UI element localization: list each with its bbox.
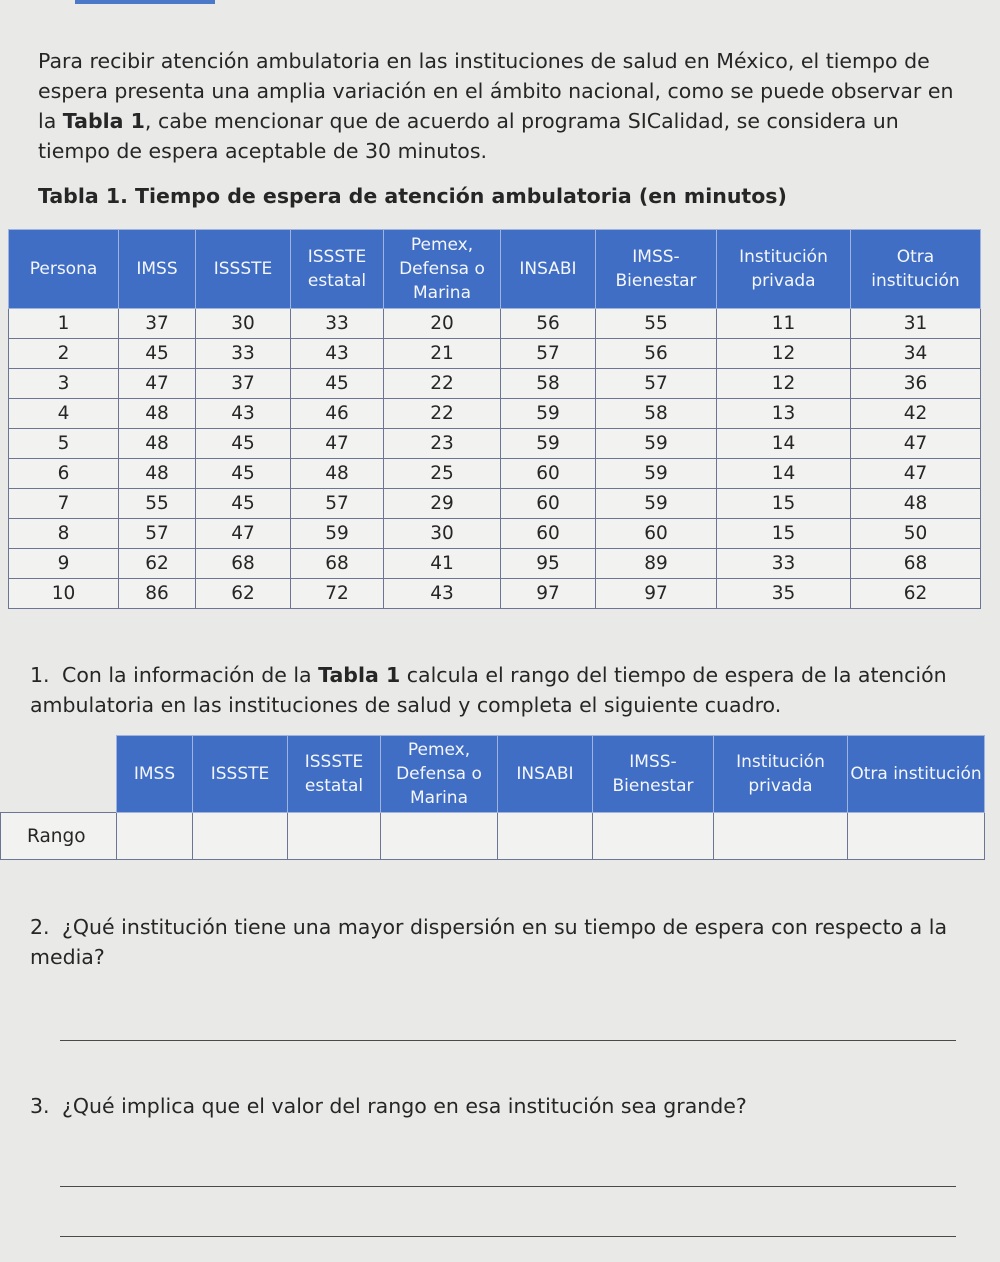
table-cell: 20 [384,309,501,339]
table-cell: 55 [119,489,196,519]
range-table-header-cell: ISSSTE estatal [288,736,381,813]
table-cell: 42 [851,399,981,429]
range-table-header-cell: IMSS-Bienestar [593,736,714,813]
table-row [9,369,981,399]
table-cell: 45 [196,429,291,459]
table-cell: 62 [851,579,981,609]
question-3-number: 3. [30,1094,50,1118]
range-answer-cell[interactable] [288,813,381,860]
answer-line-q3-2[interactable] [60,1236,956,1237]
table-cell: 62 [196,579,291,609]
table-row [9,339,981,369]
intro-paragraph: Para recibir atención ambulatoria en las instituciones de salud en México, el tiempo de espera presenta una amplia variación en el ámbito nacional, como se puede observar en la Tabla 1, cabe mencionar que de acuerdo al programa SICalidad, se considera un tiempo de espera aceptable de 30 minutos. [38,49,954,163]
table-row [9,459,981,489]
table-cell: 37 [119,309,196,339]
table-cell: 50 [851,519,981,549]
table1-header-cell: Otra institución [851,230,981,309]
table-cell: 48 [119,459,196,489]
table-cell: 48 [291,459,384,489]
range-table-header-cell: Pemex, Defensa o Marina [381,736,498,813]
question-1: 1. Con la información de la Tabla 1 calcula el rango del tiempo de espera de la atención ambulatoria en las instituciones de salud y completa el siguiente cuadro. [30,660,960,720]
table-cell: 95 [501,549,596,579]
table1-body [9,309,981,609]
table1 [8,229,981,609]
table-cell: 59 [596,489,717,519]
table-cell: 45 [196,489,291,519]
table-cell: 7 [9,489,119,519]
table-cell: 43 [196,399,291,429]
range-table-header-cell: IMSS [117,736,193,813]
table-cell: 89 [596,549,717,579]
table-cell: 46 [291,399,384,429]
range-answer-cell[interactable] [848,813,985,860]
range-row [1,813,985,860]
question-2-text: ¿Qué institución tiene una mayor dispersión en su tiempo de espera con respecto a la media? [30,915,948,969]
table-cell: 4 [9,399,119,429]
question-2 [30,912,960,972]
table-cell: 21 [384,339,501,369]
table-cell: 86 [119,579,196,609]
table-cell: 30 [196,309,291,339]
table-cell: 14 [717,429,851,459]
question-3 [30,1091,960,1121]
range-answer-cell[interactable] [193,813,288,860]
table-cell: 58 [501,369,596,399]
table-cell: 3 [9,369,119,399]
table-cell: 45 [119,339,196,369]
table-cell: 97 [596,579,717,609]
table-cell: 60 [596,519,717,549]
table-cell: 43 [384,579,501,609]
answer-line-q2[interactable] [60,1040,956,1041]
table1-header-cell: ISSSTE [196,230,291,309]
table-cell: 15 [717,489,851,519]
table-cell: 23 [384,429,501,459]
top-accent-bar [75,0,215,4]
table-cell: 37 [196,369,291,399]
table-cell: 1 [9,309,119,339]
table-cell: 5 [9,429,119,459]
table-cell: 6 [9,459,119,489]
table-cell: 43 [291,339,384,369]
question-3-text: ¿Qué implica que el valor del rango en esa institución sea grande? [62,1094,747,1118]
table-cell: 45 [196,459,291,489]
table-cell: 60 [501,489,596,519]
answer-line-q3-1[interactable] [60,1186,956,1187]
table1-header-cell: ISSSTE estatal [291,230,384,309]
range-answer-cell[interactable] [381,813,498,860]
table-cell: 15 [717,519,851,549]
table-row [9,489,981,519]
table-cell: 29 [384,489,501,519]
table-cell: 56 [596,339,717,369]
table-cell: 10 [9,579,119,609]
table-cell: 59 [291,519,384,549]
table1-header-cell: Persona [9,230,119,309]
table-cell: 59 [501,429,596,459]
table-cell: 34 [851,339,981,369]
table-row [9,579,981,609]
table-cell: 11 [717,309,851,339]
range-answer-cell[interactable] [498,813,593,860]
table-cell: 60 [501,459,596,489]
table-cell: 12 [717,339,851,369]
table-cell: 30 [384,519,501,549]
table-cell: 36 [851,369,981,399]
range-table [0,735,985,860]
table-cell: 8 [9,519,119,549]
table-cell: 31 [851,309,981,339]
range-table-header-cell: Otra institución [848,736,985,813]
table-cell: 45 [291,369,384,399]
table-cell: 9 [9,549,119,579]
table-cell: 48 [851,489,981,519]
table1-header-row [9,230,981,309]
table-row [9,549,981,579]
range-answer-cell[interactable] [714,813,848,860]
table-cell: 59 [501,399,596,429]
table-cell: 35 [717,579,851,609]
table1-header-cell: IMSS-Bienestar [596,230,717,309]
table-cell: 2 [9,339,119,369]
table-cell: 68 [851,549,981,579]
table-cell: 13 [717,399,851,429]
range-answer-cell[interactable] [593,813,714,860]
range-table-header-cell: Institución privada [714,736,848,813]
table-row [9,519,981,549]
table1-caption: Tabla 1. Tiempo de espera de atención ambulatoria (en minutos) [38,184,787,208]
table-cell: 47 [851,429,981,459]
table-cell: 12 [717,369,851,399]
table1-header-cell: Pemex, Defensa o Marina [384,230,501,309]
table-cell: 25 [384,459,501,489]
table-cell: 62 [119,549,196,579]
table-cell: 56 [501,309,596,339]
range-row-label: Rango [1,813,117,860]
table-cell: 59 [596,429,717,459]
table-cell: 47 [196,519,291,549]
table-row [9,309,981,339]
range-table-header-cell: INSABI [498,736,593,813]
table-cell: 59 [596,459,717,489]
table-cell: 48 [119,399,196,429]
table-cell: 57 [291,489,384,519]
table-row [9,429,981,459]
table-cell: 47 [119,369,196,399]
table-cell: 47 [851,459,981,489]
table-cell: 33 [196,339,291,369]
table1-header-cell: Institución privada [717,230,851,309]
table-cell: 47 [291,429,384,459]
table-cell: 60 [501,519,596,549]
table-cell: 55 [596,309,717,339]
table-cell: 68 [291,549,384,579]
table-cell: 68 [196,549,291,579]
table-cell: 97 [501,579,596,609]
range-table-header-row [1,736,985,813]
table-cell: 22 [384,369,501,399]
table-cell: 57 [119,519,196,549]
table-cell: 22 [384,399,501,429]
table1-header-cell: IMSS [119,230,196,309]
table-cell: 14 [717,459,851,489]
table1-header-cell: INSABI [501,230,596,309]
table-cell: 33 [291,309,384,339]
table-cell: 41 [384,549,501,579]
range-table-header-cell: ISSSTE [193,736,288,813]
range-table-corner [1,736,117,813]
table-cell: 33 [717,549,851,579]
table-cell: 57 [596,369,717,399]
table-reference: Tabla 1 [62,109,145,133]
question-1-number: 1. [30,663,50,687]
table-row [9,399,981,429]
range-answer-cell[interactable] [117,813,193,860]
table-cell: 72 [291,579,384,609]
table-cell: 57 [501,339,596,369]
table-cell: 48 [119,429,196,459]
question-2-number: 2. [30,915,50,939]
table-cell: 58 [596,399,717,429]
